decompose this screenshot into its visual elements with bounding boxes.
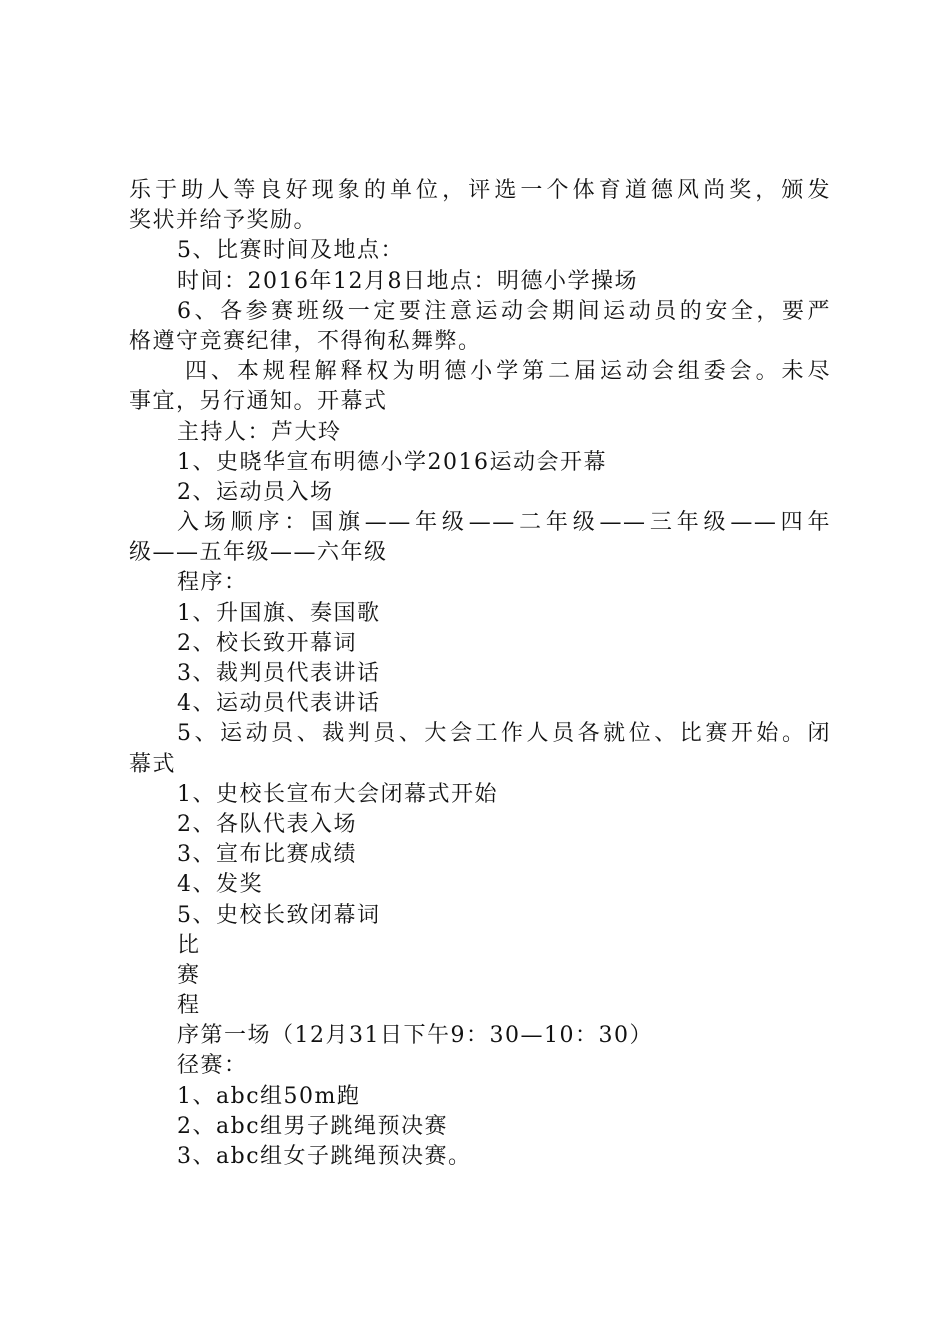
text-line: 5、比赛时间及地点： — [177, 238, 404, 264]
text-line: 幕式 — [129, 751, 177, 777]
text-line: 5、史校长致闭幕词 — [177, 902, 381, 928]
text-line: 序第一场（12月31日下午9：30—10：30） — [177, 1023, 653, 1049]
text-line: 3、abc组女子跳绳预决赛。 — [177, 1144, 472, 1169]
text-line: 2、校长致开幕词 — [177, 630, 357, 656]
text-line: 时间：2016年12月8日地点：明德小学操场 — [177, 268, 638, 294]
text-line: 奖状并给予奖励。 — [129, 208, 318, 234]
text-line: 入场顺序：国旗——年级——二年级——三年级——四年 — [177, 510, 831, 536]
text-line: 1、abc组50m跑 — [177, 1083, 361, 1109]
text-line: 1、史校长宣布大会闭幕式开始 — [177, 781, 498, 807]
text-line: 径赛： — [177, 1053, 248, 1079]
text-line: 格遵守竞赛纪律，不得徇私舞弊。 — [129, 328, 482, 354]
text-line: 3、宣布比赛成绩 — [177, 842, 357, 868]
text-line: 1、史晓华宣布明德小学2016运动会开幕 — [177, 449, 607, 475]
text-line: 2、abc组男子跳绳预决赛 — [177, 1113, 449, 1139]
text-line: 5、运动员、裁判员、大会工作人员各就位、比赛开始。闭 — [177, 721, 831, 747]
text-line: 主持人：芦大玲 — [177, 419, 342, 445]
text-line: 级——五年级——六年级 — [129, 540, 388, 566]
text-line: 程序： — [177, 570, 248, 596]
text-line: 6、各参赛班级一定要注意运动会期间运动员的安全，要严 — [177, 298, 831, 324]
text-line: 1、升国旗、奏国歌 — [177, 600, 381, 626]
text-line: 赛 — [177, 962, 201, 988]
text-line: 比 — [177, 932, 201, 958]
text-line: 2、运动员入场 — [177, 479, 334, 505]
document-body — [129, 176, 831, 1172]
text-line: 事宜，另行通知。开幕式 — [129, 389, 388, 415]
text-line: 2、各队代表入场 — [177, 811, 357, 837]
text-line: 程 — [177, 993, 201, 1019]
text-line: 3、裁判员代表讲话 — [177, 661, 381, 686]
text-line: 4、运动员代表讲话 — [177, 691, 381, 717]
text-line: 四、本规程解释权为明德小学第二届运动会组委会。未尽 — [185, 359, 831, 385]
text-line: 乐于助人等良好现象的单位，评选一个体育道德风尚奖，颁发 — [129, 178, 831, 203]
text-line: 4、发奖 — [177, 872, 263, 898]
